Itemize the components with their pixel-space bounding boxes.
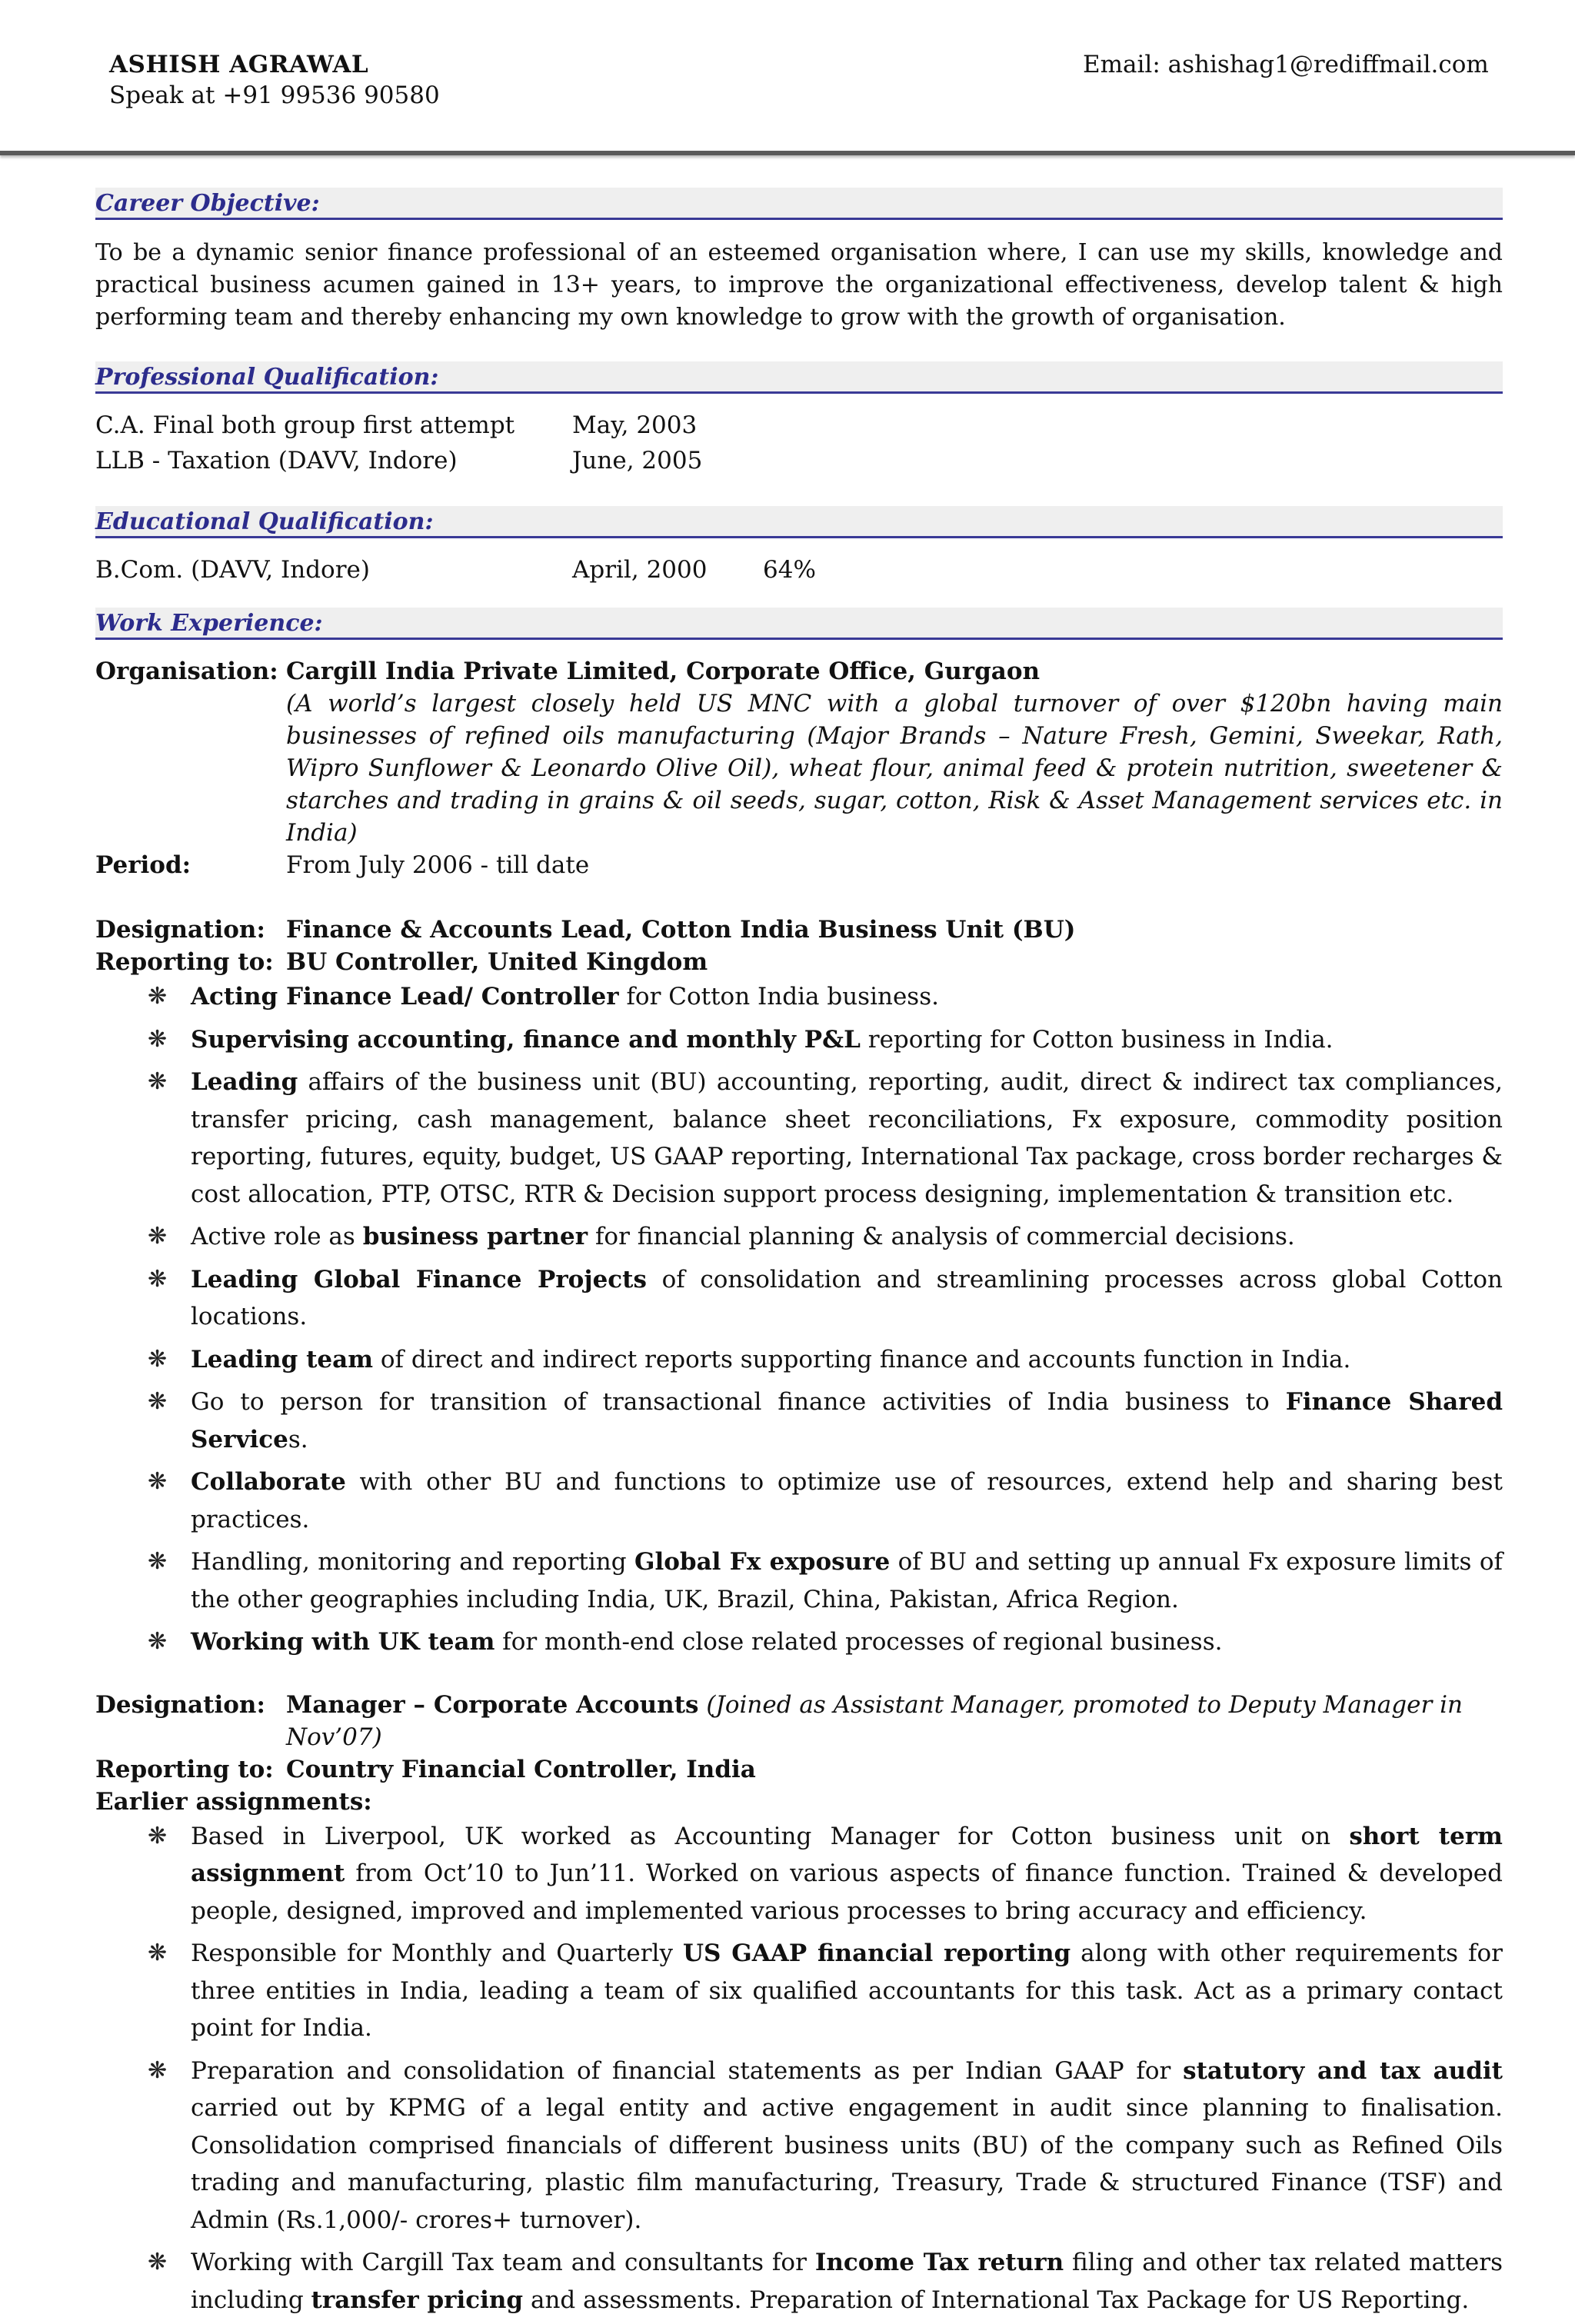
education-row	[95, 552, 1503, 588]
bullet-icon: ❋	[148, 1068, 168, 1095]
qualification-name: LLB - Taxation (DAVV, Indore)	[95, 447, 458, 474]
career-objective-heading	[95, 188, 1503, 220]
period-label: Period:	[95, 851, 191, 879]
educational-qualification-heading	[95, 506, 1503, 538]
responsibility-item: ❋ Working with UK team for month-end close related processes of regional business.	[95, 1623, 1503, 1661]
candidate-email: Email: ashishag1@rediffmail.com	[1083, 51, 1489, 78]
designation-label: Designation:	[95, 1690, 265, 1719]
reporting-row	[95, 1753, 1503, 1786]
responsibility-item: ❋ Based in Liverpool, UK worked as Accounting Manager for Cotton business unit on short term assignment from Oct’10 to Jun’11. Worked on various aspects of finance function. Trained & developed people, designed, improved and implemented various processes to bring accuracy and efficiency.	[95, 1818, 1503, 1930]
bullet-icon: ❋	[148, 2249, 168, 2276]
designation-row	[95, 1689, 1503, 1753]
designation-note: (Joined as Assistant Manager, promoted to Deputy Manager in Nov’07)	[286, 1690, 1463, 1751]
education-score: 64%	[763, 556, 816, 584]
responsibility-item: ❋ Handling, monitoring and reporting Global Fx exposure of BU and setting up annual Fx exposure limits of the other geographies including India, UK, Brazil, China, Pakistan, Africa Region.	[95, 1543, 1503, 1618]
reporting-value: BU Controller, United Kingdom	[286, 948, 708, 976]
designation-label: Designation:	[95, 916, 265, 944]
bullet-icon: ❋	[148, 1548, 168, 1575]
reporting-label: Reporting to:	[95, 948, 274, 976]
candidate-phone: Speak at +91 99536 90580	[109, 82, 440, 109]
qualification-date: May, 2003	[572, 411, 698, 439]
career-objective-text: To be a dynamic senior finance professional of an esteemed organisation where, I can use my skills, knowledge and practical business acumen gained in 13+ years, to improve the organizational effectiveness, develop talent & high performing team and thereby enhancing my own knowledge to grow with the growth of organisation.	[95, 239, 1503, 331]
bullet-icon: ❋	[148, 2056, 168, 2084]
education-name: B.Com. (DAVV, Indore)	[95, 556, 370, 584]
designation-value: Manager – Corporate Accounts	[286, 1690, 699, 1719]
reporting-label: Reporting to:	[95, 1755, 274, 1783]
bullet-icon: ❋	[148, 1025, 168, 1053]
bullet-icon: ❋	[148, 983, 168, 1010]
bullet-icon: ❋	[148, 1628, 168, 1655]
candidate-name: ASHISH AGRAWAL	[109, 51, 369, 78]
professional-qualification-list	[95, 408, 1503, 478]
designation-row	[95, 914, 1503, 946]
organisation-row	[95, 655, 1503, 688]
section-title: Work Experience:	[95, 610, 323, 637]
responsibility-item: ❋ Leading affairs of the business unit (BU) accounting, reporting, audit, direct & indirect tax compliances, transfer pricing, cash management, balance sheet reconciliations, Fx exposure, commodity position reporting, futures, equity, budget, US GAAP reporting, International Tax package, cross border recharges & cost allocation, PTP, OTSC, RTR & Decision support process designing, implementation & transition etc.	[95, 1064, 1503, 1213]
qualification-date: June, 2005	[572, 447, 703, 474]
responsibility-item: ❋ Leading team of direct and indirect reports supporting finance and accounts function in India.	[95, 1341, 1503, 1379]
organisation-description: (A world’s largest closely held US MNC with a global turnover of over $120bn having main businesses of refined oils manufacturing (Major Brands – Nature Fresh, Gemini, Sweekar, Rath, Wipro Sunflower & Leonardo Olive Oil), wheat flour, animal feed & protein nutrition, sweetener & starches and trading in grains & oil seeds, sugar, cotton, Risk & Asset Management services etc. in India)	[286, 690, 1503, 847]
responsibility-item: ❋ Supervising accounting, finance and monthly P&L reporting for Cotton business in India.	[95, 1021, 1503, 1059]
organisation-label: Organisation:	[95, 658, 278, 685]
qualification-row	[95, 443, 1503, 478]
professional-qualification-heading	[95, 361, 1503, 394]
section-title: Educational Qualification:	[95, 508, 434, 535]
education-date: April, 2000	[572, 556, 708, 584]
reporting-value: Country Financial Controller, India	[286, 1755, 756, 1783]
bullet-icon: ❋	[148, 1822, 168, 1850]
responsibility-item: ❋ Preparation and consolidation of financial statements as per Indian GAAP for statutory and tax audit carried out by KPMG of a legal entity and active engagement in audit since planning to finalisation. Consolidation comprised financials of different business units (BU) of the company such as Refined Oils trading and manufacturing, plastic film manufacturing, Treasury, Trade & structured Finance (TSF) and Admin (Rs.1,000/- crores+ turnover).	[95, 2053, 1503, 2239]
bullet-icon: ❋	[148, 1388, 168, 1415]
educational-qualification-list	[95, 552, 1503, 588]
responsibility-item: ❋ Collaborate with other BU and functions to optimize use of resources, extend help and sharing best practices.	[95, 1463, 1503, 1538]
responsibility-item: ❋ Go to person for transition of transactional finance activities of India business to Finance Shared Services.	[95, 1383, 1503, 1458]
section-title: Career Objective:	[95, 190, 320, 217]
resume-header	[0, 0, 1575, 155]
responsibility-list	[95, 978, 1503, 1661]
designation-value: Finance & Accounts Lead, Cotton India Business Unit (BU)	[286, 916, 1076, 944]
bullet-icon: ❋	[148, 1468, 168, 1495]
responsibility-item: ❋ Leading Global Finance Projects of consolidation and streamlining processes across global Cotton locations.	[95, 1261, 1503, 1336]
bullet-icon: ❋	[148, 1265, 168, 1293]
responsibility-list	[95, 1818, 1503, 2319]
bullet-icon: ❋	[148, 1223, 168, 1250]
qualification-name: C.A. Final both group first attempt	[95, 411, 515, 439]
reporting-row	[95, 946, 1503, 978]
period-value: From July 2006 - till date	[286, 851, 590, 879]
earlier-assignments-row	[95, 1786, 1503, 1818]
organisation-block	[95, 655, 1503, 881]
responsibility-item: ❋ Responsible for Monthly and Quarterly US GAAP financial reporting along with other requirements for three entities in India, leading a team of six qualified accountants for this task. Act as a primary contact point for India.	[95, 1935, 1503, 2047]
period-row	[95, 849, 1503, 881]
work-experience-heading	[95, 608, 1503, 640]
organisation-name: Cargill India Private Limited, Corporate Office, Gurgaon	[286, 658, 1041, 685]
qualification-row	[95, 408, 1503, 443]
responsibility-item: ❋ Acting Finance Lead/ Controller for Cotton India business.	[95, 978, 1503, 1016]
resume-body	[95, 188, 1503, 2324]
bullet-icon: ❋	[148, 1345, 168, 1373]
bullet-icon: ❋	[148, 1939, 168, 1966]
responsibility-item: ❋ Working with Cargill Tax team and consultants for Income Tax return filing and other tax related matters including transfer pricing and assessments. Preparation of International Tax Package for US Reporting.	[95, 2244, 1503, 2319]
role-block	[95, 1689, 1503, 2319]
earlier-assignments-label: Earlier assignments:	[95, 1787, 372, 1816]
role-block	[95, 914, 1503, 1661]
section-title: Professional Qualification:	[95, 364, 439, 391]
responsibility-item: ❋ Active role as business partner for financial planning & analysis of commercial decisions.	[95, 1218, 1503, 1256]
